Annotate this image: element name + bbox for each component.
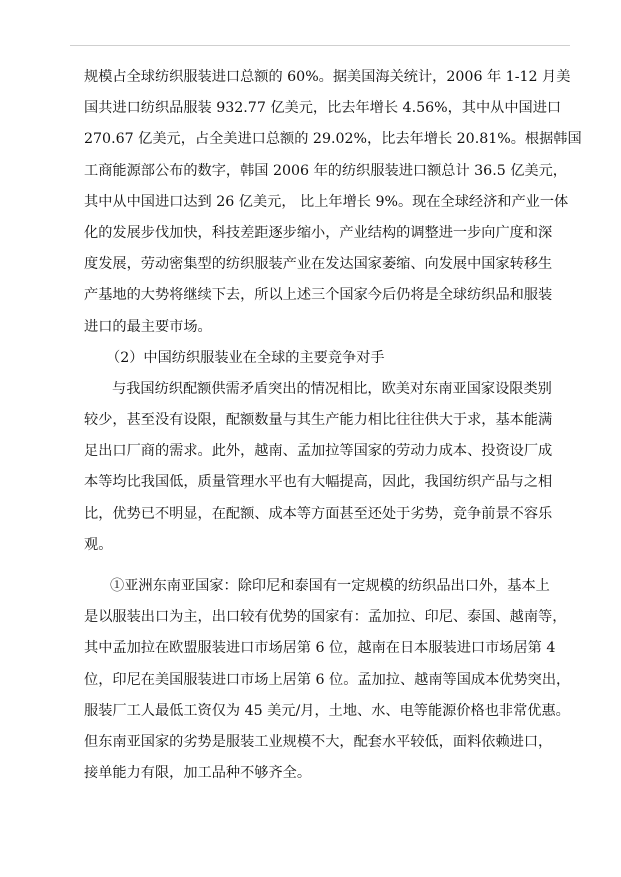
text-line: 进口的最主要市场。 (84, 318, 212, 335)
text-line: 是以服装出口为主，出口较有优势的国家有：孟加拉、印尼、泰国、越南等， (84, 609, 567, 626)
text-line: 接单能力有限，加工品种不够齐全。 (84, 765, 312, 782)
paragraph-gap (84, 561, 576, 571)
header-rule (70, 45, 570, 46)
text-line: ①亚洲东南亚国家：除印尼和泰国有一定规模的纺织品出口外，基本上 (110, 578, 550, 594)
text-line: 位，印尼在美国服装进口市场上居第 6 位。孟加拉、越南等国成本优势突出， (84, 671, 571, 688)
text-line: 其中孟加拉在欧盟服装进口市场居第 6 位，越南在日本服装进口市场居第 4 (84, 640, 556, 657)
text-line: 比，优势已不明显，在配额、成本等方面甚至还处于劣势，竞争前景不容乐 (84, 505, 553, 522)
text-line: 较少，甚至没有设限，配额数量与其生产能力相比往往供大于求，基本能满 (84, 412, 553, 429)
paragraph-3 (84, 571, 576, 789)
text-line: 其中从中国进口达到 26 亿美元， 比上年增长 9%。现在全球经济和产业一体 (84, 193, 569, 210)
text-line: 270.67 亿美元，占全美进口总额的 29.02%，比去年增长 20.81%。根据韩国 (84, 131, 582, 148)
text-line: 但东南亚国家的劣势是服装工业规模不大，配套水平较低，面料依赖进口， (84, 733, 553, 750)
text-line: 本等均比我国低，质量管理水平也有大幅提高，因此，我国纺织产品与之相 (84, 474, 553, 491)
text-line: 化的发展步伐加快，科技差距逐步缩小，产业结构的调整进一步向广度和深 (84, 224, 553, 241)
paragraph-2 (84, 374, 576, 561)
document-body (84, 62, 582, 789)
text-line: 国共进口纺织品服装 932.77 亿美元，比去年增长 4.56%，其中从中国进口 (84, 100, 562, 117)
paragraph-1 (84, 62, 582, 343)
text-line: 足出口厂商的需求。此外，越南、孟加拉等国家的劳动力成本、投资设厂成 (84, 443, 553, 460)
text-line: 规模占全球纺织服装进口总额的 60%。据美国海关统计，2006 年 1-12 月美 (84, 69, 571, 85)
section-heading: （2）中国纺织服装业在全球的主要竞争对手 (106, 349, 385, 366)
text-line: 产基地的大势将继续下去，所以上述三个国家今后仍将是全球纺织品和服装 (84, 287, 553, 304)
text-line: 工商能源部公布的数字，韩国 2006 年的纺织服装进口额总计 36.5 亿美元， (84, 162, 567, 179)
text-line: 服装厂工人最低工资仅为 45 美元/月，土地、水、电等能源价格也非常优惠。 (84, 702, 570, 719)
text-line: 与我国纺织配额供需矛盾突出的情况相比，欧美对东南亚国家设限类别 (112, 380, 552, 397)
text-line: 度发展，劳动密集型的纺织服装产业在发达国家萎缩、向发展中国家转移生 (84, 256, 553, 273)
text-line: 观。 (84, 536, 113, 553)
